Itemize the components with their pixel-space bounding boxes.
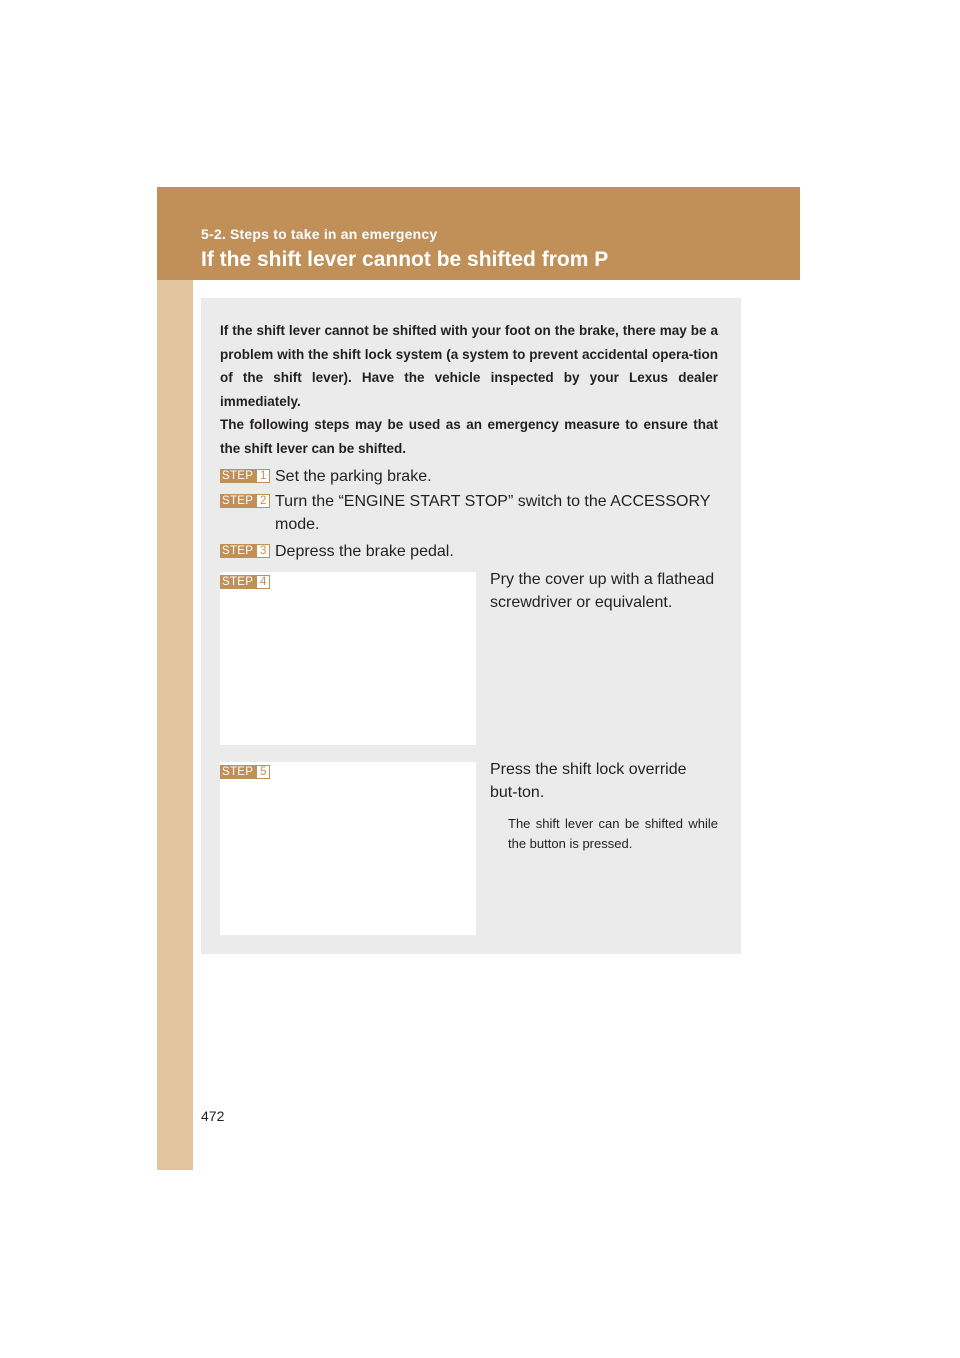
- intro-text: [220, 319, 718, 460]
- step-number: 5: [256, 765, 270, 779]
- step-3-text: Depress the brake pedal.: [275, 543, 454, 560]
- step-word: STEP: [220, 575, 256, 589]
- step-badge-3: [220, 544, 270, 558]
- step-number: 1: [256, 469, 270, 483]
- side-band: [157, 187, 193, 1170]
- step-badge-5: [220, 765, 270, 779]
- page-number: 472: [201, 1108, 225, 1124]
- step-number: 3: [256, 544, 270, 558]
- step-5-text: Press the shift lock override but-ton.: [490, 761, 687, 801]
- step-badge-2: [220, 494, 270, 508]
- step-4-figure: [220, 572, 476, 745]
- step-5-note: The shift lever can be shifted while the button is pressed.: [508, 816, 718, 851]
- step-badge-1: [220, 469, 270, 483]
- step-badge-4: [220, 575, 270, 589]
- step-2-text: Turn the “ENGINE START STOP” switch to the ACCESSORY mode.: [275, 493, 711, 533]
- step-4-text: Pry the cover up with a flathead screwdriver or equivalent.: [490, 571, 715, 611]
- page-title: If the shift lever cannot be shifted from P: [201, 248, 609, 271]
- intro-paragraph: If the shift lever cannot be shifted with your foot on the brake, there may be a problem with the shift lock system (a system to prevent accidental opera-tion of the shift lever). Have the vehicle inspected by your Lexus dealer immediately.: [220, 323, 718, 409]
- step-number: 4: [256, 575, 270, 589]
- step-number: 2: [256, 494, 270, 508]
- step-word: STEP: [220, 469, 256, 483]
- step-word: STEP: [220, 544, 256, 558]
- step-1-text: Set the parking brake.: [275, 468, 432, 485]
- step-word: STEP: [220, 765, 256, 779]
- intro-paragraph: The following steps may be used as an emergency measure to ensure that the shift lever can be shifted.: [220, 417, 718, 456]
- step-5-figure: [220, 762, 476, 935]
- section-label: 5-2. Steps to take in an emergency: [201, 226, 438, 242]
- step-word: STEP: [220, 494, 256, 508]
